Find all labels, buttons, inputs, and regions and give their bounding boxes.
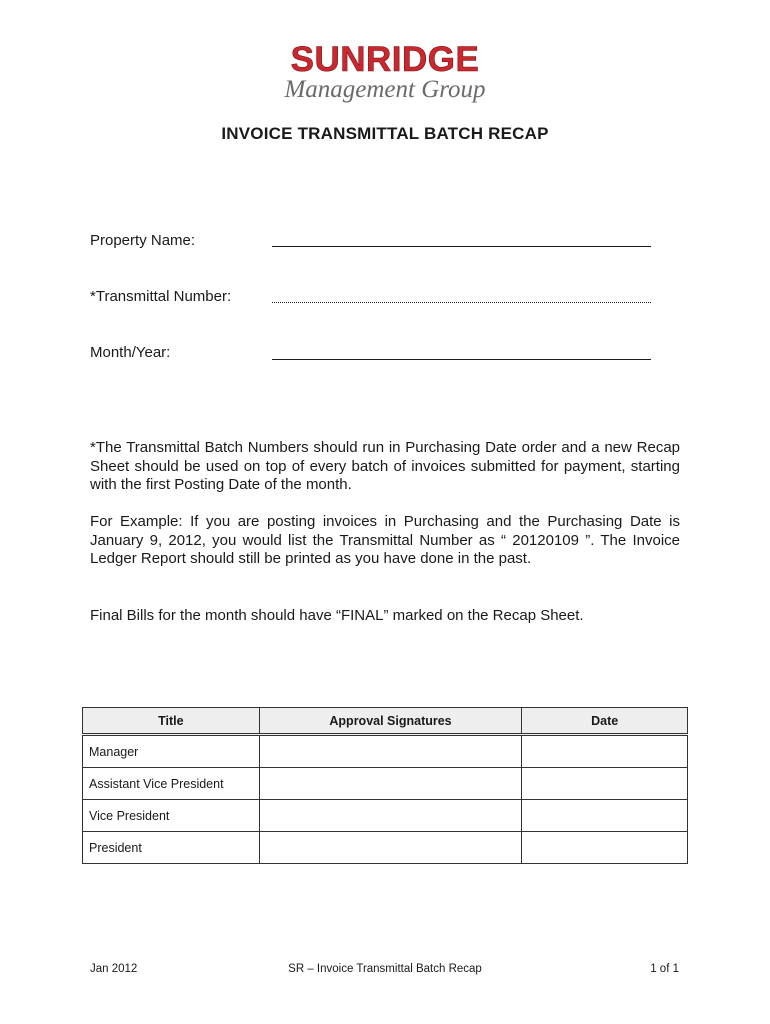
transmittal-number-label: *Transmittal Number: — [90, 288, 232, 305]
row-title: Manager — [83, 735, 260, 768]
company-logo — [274, 42, 496, 112]
table-row — [83, 832, 688, 864]
example-paragraph: For Example: If you are posting invoices in Purchasing and the Purchasing Date is January 9, 2012, you would list the Transmittal Number as “ 20120109 ”. The Invoice Ledger Report should still be printed as you have done in the past. — [90, 513, 680, 567]
header-date: Date — [522, 708, 688, 735]
header-approval-signatures: Approval Signatures — [259, 708, 522, 735]
approval-table-header — [83, 708, 688, 735]
property-name-label: Property Name: — [90, 232, 196, 249]
approval-table — [82, 707, 688, 864]
table-row — [83, 735, 688, 768]
date-cell[interactable] — [522, 768, 688, 800]
month-year-label: Month/Year: — [90, 344, 171, 361]
transmittal-note-paragraph: *The Transmittal Batch Numbers should run in Purchasing Date order and a new Recap Sheet should be used on top of every batch of invoices submitted for payment, starting with the first Posting Date of the month. — [90, 439, 680, 493]
row-title: Vice President — [83, 800, 260, 832]
signature-cell[interactable] — [259, 800, 522, 832]
date-cell[interactable] — [522, 735, 688, 768]
table-row — [83, 800, 688, 832]
header-title: Title — [83, 708, 260, 735]
final-bills-paragraph: Final Bills for the month should have “FINAL” marked on the Recap Sheet. — [90, 607, 584, 624]
page-title: INVOICE TRANSMITTAL BATCH RECAP — [221, 124, 549, 143]
row-title: President — [83, 832, 260, 864]
footer-page-number: 1 of 1 — [650, 963, 679, 975]
date-cell[interactable] — [522, 832, 688, 864]
month-year-field[interactable] — [272, 343, 651, 360]
date-cell[interactable] — [522, 800, 688, 832]
footer-document-title: SR – Invoice Transmittal Batch Recap — [288, 963, 482, 975]
property-name-field[interactable] — [272, 230, 651, 247]
signature-cell[interactable] — [259, 735, 522, 768]
transmittal-number-field[interactable] — [272, 287, 651, 303]
logo-company-name: SUNRIDGE — [290, 40, 480, 79]
table-row — [83, 768, 688, 800]
signature-cell[interactable] — [259, 832, 522, 864]
row-title: Assistant Vice President — [83, 768, 260, 800]
signature-cell[interactable] — [259, 768, 522, 800]
footer-date: Jan 2012 — [90, 963, 138, 975]
logo-subtitle: Management Group — [284, 76, 486, 103]
